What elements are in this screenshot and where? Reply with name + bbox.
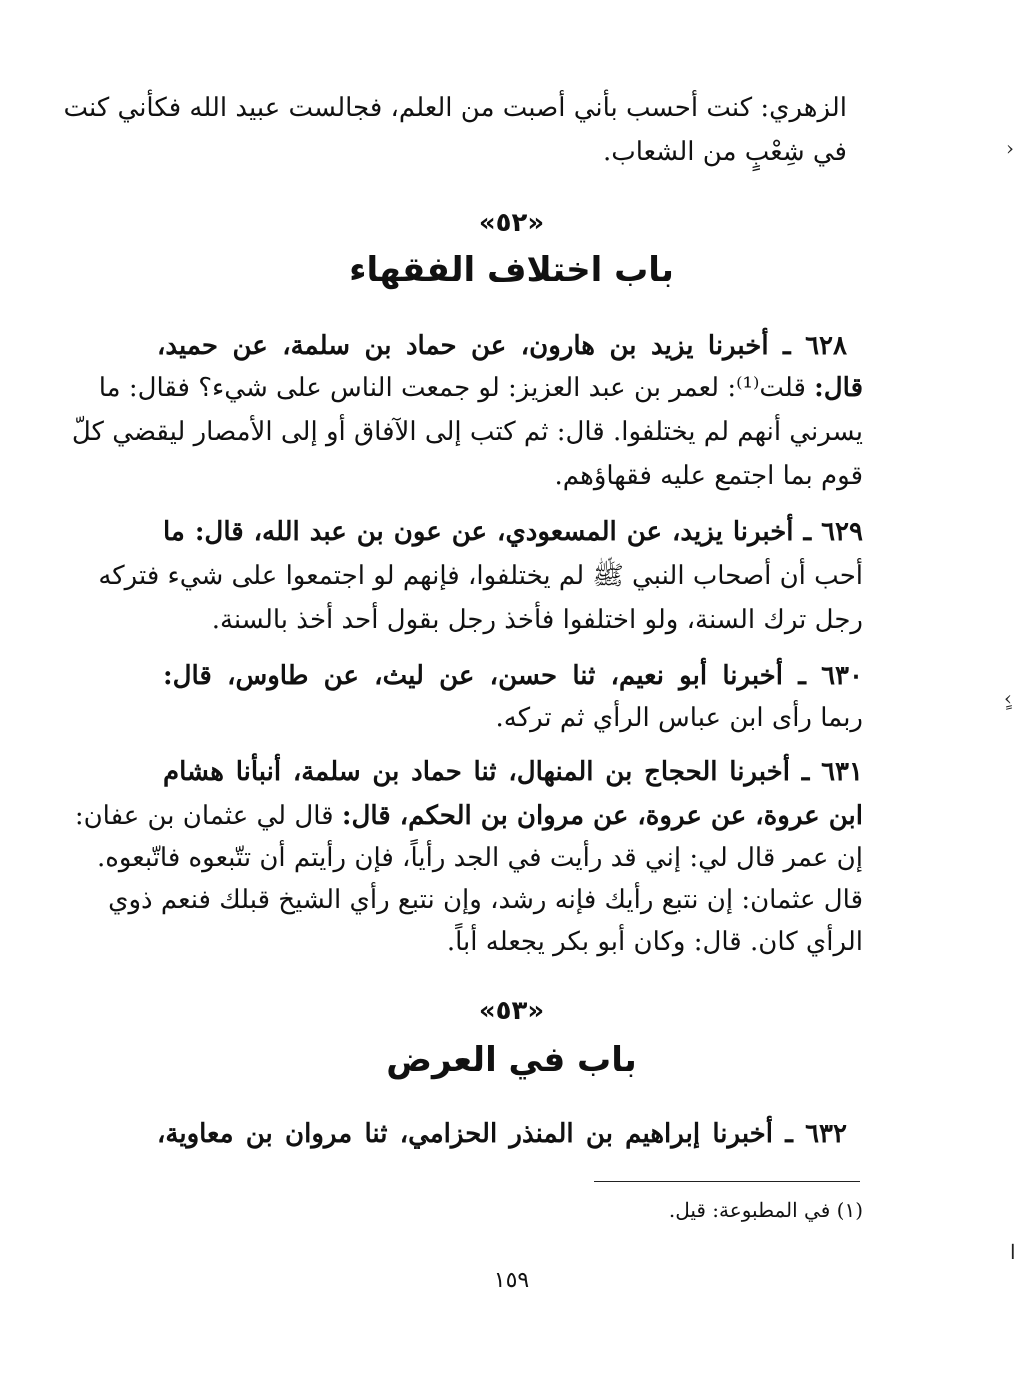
intro-line-2: في شِعْبٍ من الشعاب. bbox=[602, 137, 847, 167]
hadith-631-isnad-2: ابن عروة، عن عروة، عن مروان بن الحكم، قال: bbox=[341, 801, 863, 831]
hadith-628-qala: قال: bbox=[814, 373, 863, 403]
section-53-title: باب في العرض bbox=[386, 1040, 637, 1080]
page-number: ١٥٩ bbox=[493, 1268, 530, 1293]
hadith-630-isnad: ٦٣٠ ـ أخبرنا أبو نعيم، ثنا حسن، عن ليث، عن طاوس، قال: bbox=[163, 661, 863, 691]
intro-line-1: الزهري: كنت أحسب بأني أصبت من العلم، فجالست عبيد الله فكأني كنت bbox=[63, 93, 847, 123]
hadith-632-isnad: ٦٣٢ ـ أخبرنا إبراهيم بن المنذر الحزامي، ثنا مروان بن معاوية، bbox=[157, 1119, 847, 1149]
section-52-number: «٥٢» bbox=[478, 208, 545, 238]
section-52-title: باب اختلاف الفقهاء bbox=[349, 250, 674, 290]
hadith-631-isnad-1: ٦٣١ ـ أخبرنا الحجاج بن المنهال، ثنا حماد بن سلمة، أنبأنا هشام bbox=[163, 757, 863, 787]
hadith-631-text-1: قال لي عثمان بن عفان: bbox=[74, 801, 342, 831]
hadith-631-line-5: الرأي كان. قال: وكان أبو بكر يجعله أباً. bbox=[446, 927, 863, 957]
hadith-628-line-3: يسرني أنهم لم يختلفوا. قال: ثم كتب إلى الآفاق أو إلى الأمصار ليقضي كلّ bbox=[71, 417, 863, 447]
margin-mark-top: › bbox=[1006, 136, 1014, 160]
margin-mark-middle: ٍ‹ bbox=[1004, 686, 1012, 710]
margin-mark-bottom: ا bbox=[1010, 1240, 1016, 1264]
hadith-631-line-4: قال عثمان: إن نتبع رأيك فإنه رشد، وإن نتبع رأي الشيخ قبلك فنعم ذوي bbox=[108, 885, 863, 915]
hadith-628-isnad: ٦٢٨ ـ أخبرنا يزيد بن هارون، عن حماد بن سلمة، عن حميد، bbox=[157, 331, 847, 361]
hadith-630-line-1 bbox=[163, 656, 863, 696]
hadith-628-line-1 bbox=[157, 326, 847, 366]
hadith-628-line-4: قوم بما اجتمع عليه فقهاؤهم. bbox=[554, 461, 863, 491]
hadith-628-line-2 bbox=[98, 368, 863, 408]
section-53-number: «٥٣» bbox=[478, 996, 545, 1026]
hadith-629-line-2: أحب أن أصحاب النبي ﷺ لم يختلفوا، فإنهم لو اجتمعوا على شيء فتركه bbox=[98, 561, 863, 591]
footnote-1: (١) في المطبوعة: قيل. bbox=[668, 1198, 863, 1222]
hadith-631-line-1 bbox=[163, 752, 863, 792]
hadith-629-line-3: رجل ترك السنة، ولو اختلفوا فأخذ رجل بقول أحد أخذ بالسنة. bbox=[211, 605, 863, 635]
hadith-630-line-2: ربما رأى ابن عباس الرأي ثم تركه. bbox=[495, 703, 863, 733]
hadith-631-line-3: إن عمر قال لي: إني قد رأيت في الجد رأياً، فإن رأيتم أن تتّبعوه فاتّبعوه. bbox=[96, 843, 863, 873]
hadith-632-line-1 bbox=[157, 1114, 847, 1154]
hadith-628-text-1: قلت⁽¹⁾: لعمر بن عبد العزيز: لو جمعت الناس على شيء؟ فقال: ما bbox=[98, 373, 815, 403]
hadith-629-line-1 bbox=[163, 512, 863, 552]
footnote-divider bbox=[594, 1181, 860, 1182]
hadith-629-isnad: ٦٢٩ ـ أخبرنا يزيد، عن المسعودي، عن عون بن عبد الله، قال: ما bbox=[163, 517, 863, 547]
hadith-631-line-2 bbox=[74, 796, 863, 836]
